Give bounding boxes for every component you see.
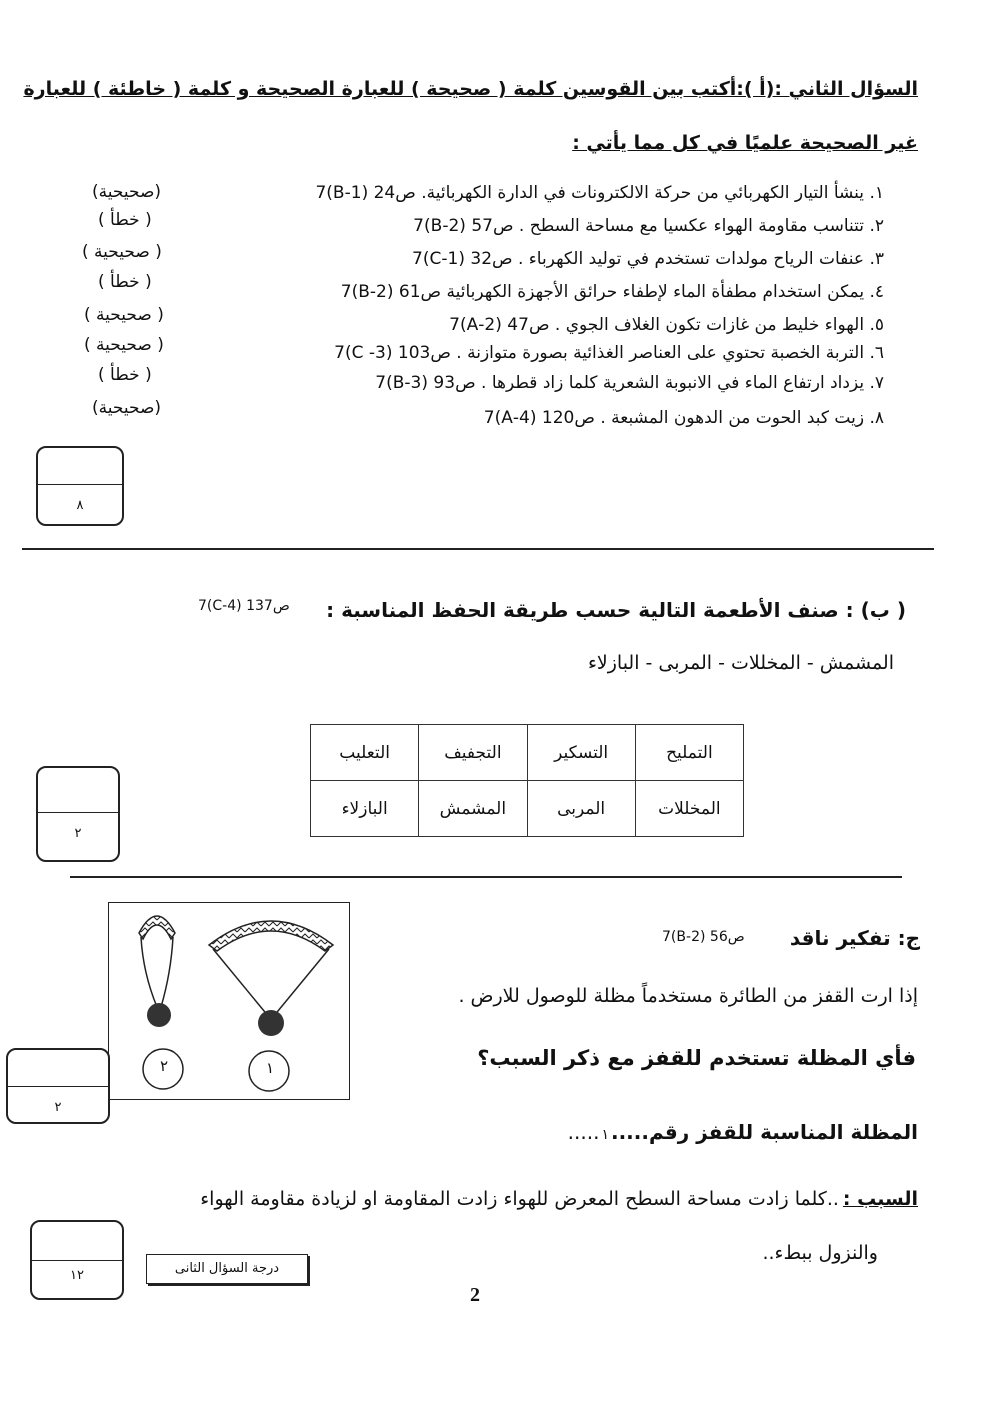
question-heading-line1: السؤال الثاني :(أ ):أكتب بين القوسين كلمة ( صحيحة ) للعبارة الصحيحة و كلمة ( خاطئة ) للعبارة [23, 78, 918, 100]
part-c-ref: ص56 (2-B)7 [662, 929, 745, 945]
statement-8: ٨. زيت كبد الحوت من الدهون المشبعة . ص120 (4-A)7 [483, 408, 884, 428]
figure-label-1: ١ [265, 1059, 275, 1077]
table-header-salting: التمليح [635, 725, 743, 781]
table-header-canning: التعليب [311, 725, 419, 781]
answer-2: ( خطأ ) [98, 210, 152, 230]
parachute-1-canopy [209, 921, 333, 951]
part-c-label: ج: تفكير ناقد [789, 926, 920, 950]
total-score-box [30, 1220, 124, 1300]
score-c-value: ٢ [54, 1100, 62, 1115]
answer-dots: ..... [567, 1120, 600, 1144]
statement-4: ٤. يمكن استخدام مطفأة الماء لإطفاء حرائق الأجهزة الكهربائية ص61 (2-B)7 [340, 282, 884, 302]
score-box-c [6, 1048, 110, 1124]
part-b-heading: ( ب) : صنف الأطعمة التالية حسب طريقة الحفظ المناسبة : [326, 598, 906, 622]
part-c-question: فأي المظلة تستخدم للقفز مع ذكر السبب؟ [477, 1046, 916, 1070]
part-b-ref: ص137 (4-C)7 [198, 598, 290, 614]
answer-label: المظلة المناسبة للقفز رقم..... [610, 1120, 918, 1144]
score-b-value: ٢ [74, 826, 82, 841]
reason-text-1: ..كلما زادت مساحة السطح المعرض للهواء زادت المقاومة او لزيادة مقاومة الهواء [200, 1188, 839, 1210]
table-header-sugaring: التسكير [527, 725, 635, 781]
answer-3: ( صحيحية ) [82, 242, 162, 262]
answer-6: ( صحيحية ) [84, 335, 164, 355]
section-divider-1 [22, 548, 934, 550]
foods-list: المشمش - المخللات - المربى - البازلاء [587, 652, 894, 674]
parachute-2-canopy [139, 916, 175, 939]
table-cell-salting: المخللات [635, 781, 743, 837]
statement-7: ٧. يزداد ارتفاع الماء في الانبوبة الشعرية كلما زاد قطرها . ص93 (3-B)7 [375, 373, 884, 393]
table-cell-sugaring: المربى [527, 781, 635, 837]
part-c-answer-line [568, 1120, 918, 1144]
page-number: 2 [470, 1284, 480, 1306]
score-a-value: ٨ [76, 498, 84, 513]
statement-1: ١. ينشأ التيار الكهربائي من حركة الالكترونات في الدارة الكهربائية. ص24 (1-B)7 [315, 183, 884, 203]
score-box-a [36, 446, 124, 526]
answer-1: (صحيحية) [92, 182, 162, 202]
reason-label: السبب : [842, 1188, 918, 1210]
total-score-label: درجة السؤال الثانى [146, 1254, 308, 1284]
section-divider-2 [70, 876, 902, 878]
parachute-figure [108, 902, 350, 1100]
table-cell-canning: البازلاء [311, 781, 419, 837]
preservation-table [310, 724, 744, 837]
table-cell-drying: المشمش [419, 781, 527, 837]
statement-2: ٢. تتناسب مقاومة الهواء عكسيا مع مساحة السطح . ص57 (2-B)7 [413, 216, 884, 236]
figure-label-2: ٢ [159, 1057, 169, 1075]
parachute-1-jumper [258, 1010, 284, 1036]
answer-7: ( خطأ ) [98, 365, 152, 385]
answer-value: ١ [601, 1127, 609, 1143]
statement-3: ٣. عنفات الرياح مولدات تستخدم في توليد الكهرباء . ص32 (1-C)7 [412, 249, 884, 269]
reason-text-2: والنزول ببطء.. [762, 1242, 878, 1264]
answer-8: (صحيحية) [92, 398, 162, 418]
question-heading-line2: غير الصحيحة علميًا في كل مما يأتي : [572, 132, 918, 154]
answer-5: ( صحيحية ) [84, 305, 164, 325]
part-c-reason-line [200, 1188, 918, 1210]
answer-4: ( خطأ ) [98, 272, 152, 292]
statement-5: ٥. الهواء خليط من غازات تكون الغلاف الجوي . ص47 (2-A)7 [449, 315, 884, 335]
table-header-drying: التجفيف [419, 725, 527, 781]
parachute-2-jumper [147, 1003, 171, 1027]
part-c-prompt: إذا ارت القفز من الطائرة مستخدماً مظلة للوصول للارض . [458, 985, 918, 1007]
parachute-diagram [109, 903, 349, 1099]
total-score-value: ١٢ [70, 1268, 84, 1283]
statement-6: ٦. التربة الخصبة تحتوي على العناصر الغذائية بصورة متوازنة . ص103 (3- C)7 [334, 343, 884, 363]
score-box-b [36, 766, 120, 862]
